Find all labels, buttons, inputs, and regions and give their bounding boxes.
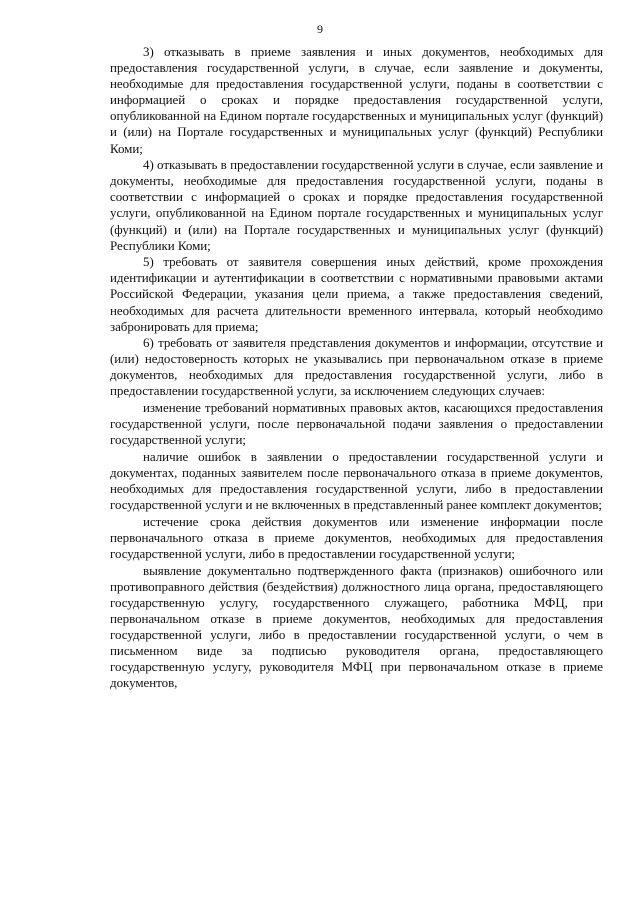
- paragraph-item-6: 6) требовать от заявителя представления документов и информации, отсутствие и (или) недостоверность которых не указывались при первоначальном отказе в приеме документов, необходимых для предоставления государственной услуги, либо в предоставлении государственной услуги, за исключением следующих случаев:: [110, 335, 603, 399]
- exception-paragraph-expiry: истечение срока действия документов или изменение информации после первоначального отказа в приеме документов, необходимых для предоставления государственной услуги, либо в предоставлении государственной услуги;: [110, 513, 603, 561]
- paragraph-item-4: 4) отказывать в предоставлении государственной услуги в случае, если заявление и документы, необходимые для предоставления государственной услуги, поданы в соответствии с информацией о сроках и порядке предоставления государственной услуги, опубликованной на Едином портале государственных и муниципальных услуг (функций) и (или) на Портале государственных и муниципальных услуг (функций) Республики Коми;: [110, 157, 603, 253]
- exception-paragraph-errors: наличие ошибок в заявлении о предоставлении государственной услуги и документах, поданных заявителем после первоначального отказа в приеме документов, необходимых для предоставления государственной услуги, либо в предоставлении государственной услуги и не включенных в представленный ранее комплект документов;: [110, 448, 603, 513]
- exception-paragraph-misconduct: выявление документально подтвержденного факта (признаков) ошибочного или противоправного действия (бездействия) должностного лица органа, предоставляющего государственную услугу, государственного служащего, работника МФЦ, при первоначальном отказе в приеме документов, необходимых для предоставления государственной услуги, либо в предоставлении государственной услуги, о чем в письменном виде за подписью руководителя органа, предоставляющего государственную услугу, руководителя МФЦ при первоначальном отказе в приеме документов,: [110, 562, 603, 691]
- paragraph-item-3: 3) отказывать в приеме заявления и иных документов, необходимых для предоставления государственной услуги, в случае, если заявление и документы, необходимые для предоставления государственной услуги, поданы в соответствии с информацией о сроках и порядке предоставления государственной услуги, опубликованной на Едином портале государственных и муниципальных услуг (функций) и (или) на Портале государственных и муниципальных услуг (функций) Республики Коми;: [110, 44, 603, 156]
- exception-paragraph-requirements-change: изменение требований нормативных правовых актов, касающихся предоставления государственной услуги, после первоначальной подачи заявления о предоставлении государственной услуги;: [110, 400, 603, 448]
- page-number: 9: [317, 22, 323, 36]
- paragraph-item-5: 5) требовать от заявителя совершения иных действий, кроме прохождения идентификации и аутентификации в соответствии с нормативными правовыми актами Российской Федерации, указания цели приема, а также предоставления сведений, необходимых для расчета длительности временного интервала, который необходимо забронировать для приема;: [110, 254, 603, 334]
- document-body: [110, 44, 603, 692]
